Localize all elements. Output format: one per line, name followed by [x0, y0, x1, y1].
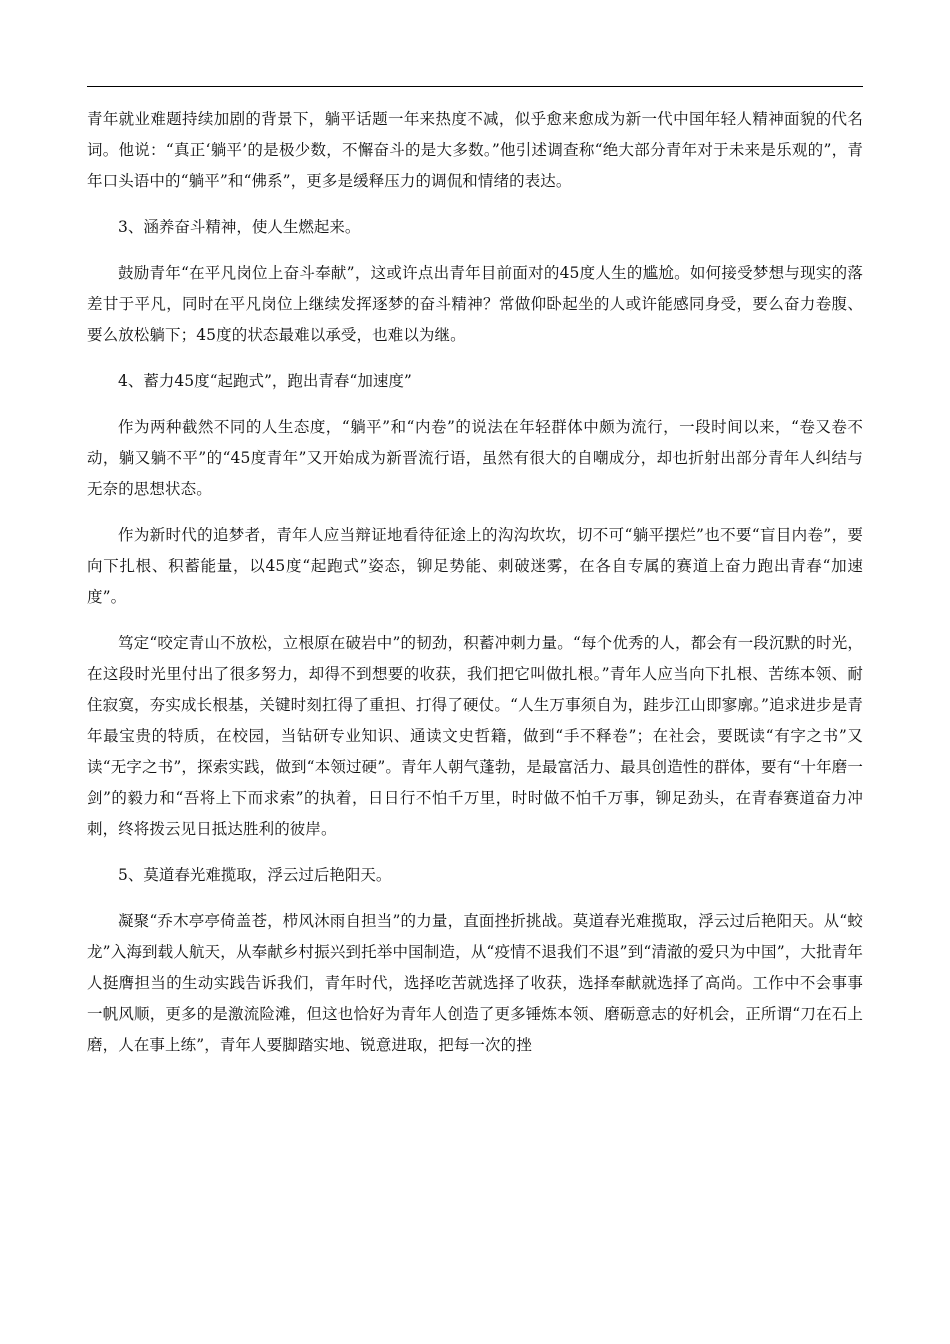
section-heading-3: 3、涵养奋斗精神，使人生燃起来。	[118, 218, 361, 236]
paragraph: 鼓励青年“在平凡岗位上奋斗奉献”，这或许点出青年目前面对的45度人生的尴尬。如何接受梦想与现实的落差甘于平凡，同时在平凡岗位上继续发挥逐梦的奋斗精神？常做仰卧起坐的人或许能感同身受，要么奋力卷腹、要么放松躺下；45度的状态最难以承受，也难以为继。	[87, 264, 863, 344]
document-body	[87, 104, 863, 1076]
section-heading-5: 5、莫道春光难揽取，浮云过后艳阳天。	[118, 866, 392, 884]
section-heading-4: 4、蓄力45度“起跑式”，跑出青春“加速度”	[118, 372, 412, 390]
paragraph: 作为新时代的追梦者，青年人应当辩证地看待征途上的沟沟坎坎，切不可“躺平摆烂”也不要“盲目内卷”，要向下扎根、积蓄能量，以45度“起跑式”姿态，铆足势能、刺破迷雾，在各自专属的赛道上奋力跑出青春“加速度”。	[87, 526, 863, 606]
paragraph-continued: 青年就业难题持续加剧的背景下，躺平话题一年来热度不减，似乎愈来愈成为新一代中国年轻人精神面貌的代名词。他说：“真正‘躺平’的是极少数，不懈奋斗的是大多数。”他引述调查称“绝大部分青年对于未来是乐观的”，青年口头语中的“躺平”和“佛系”，更多是缓释压力的调侃和情绪的表达。	[87, 110, 863, 190]
header-rule	[87, 86, 863, 87]
paragraph: 笃定“咬定青山不放松，立根原在破岩中”的韧劲，积蓄冲刺力量。“每个优秀的人，都会有一段沉默的时光，在这段时光里付出了很多努力，却得不到想要的收获，我们把它叫做扎根。”青年人应当向下扎根、苦练本领、耐住寂寞，夯实成长根基，关键时刻扛得了重担、打得了硬仗。“人生万事须自为，跬步江山即寥廓。”追求进步是青年最宝贵的特质，在校园，当钻研专业知识、通读文史哲籍，做到“手不释卷”；在社会，要既读“有字之书”又读“无字之书”，探索实践，做到“本领过硬”。青年人朝气蓬勃，是最富活力、最具创造性的群体，要有“十年磨一剑”的毅力和“吾将上下而求索”的执着，日日行不怕千万里，时时做不怕千万事，铆足劲头，在青春赛道奋力冲刺，终将拨云见日抵达胜利的彼岸。	[87, 634, 863, 838]
paragraph: 作为两种截然不同的人生态度，“躺平”和“内卷”的说法在年轻群体中颇为流行，一段时间以来，“卷又卷不动，躺又躺不平”的“45度青年”又开始成为新晋流行语，虽然有很大的自嘲成分，却也折射出部分青年人纠结与无奈的思想状态。	[87, 418, 863, 498]
paragraph: 凝聚“乔木亭亭倚盖苍，栉风沐雨自担当”的力量，直面挫折挑战。莫道春光难揽取，浮云过后艳阳天。从“蛟龙”入海到载人航天，从奉献乡村振兴到托举中国制造，从“疫情不退我们不退”到“清澈的爱只为中国”，大批青年人挺膺担当的生动实践告诉我们，青年时代，选择吃苦就选择了收获，选择奉献就选择了高尚。工作中不会事事一帆风顺，更多的是激流险滩，但这也恰好为青年人创造了更多锤炼本领、磨砺意志的好机会，正所谓“刀在石上磨，人在事上练”，青年人要脚踏实地、锐意进取，把每一次的挫	[87, 912, 863, 1054]
